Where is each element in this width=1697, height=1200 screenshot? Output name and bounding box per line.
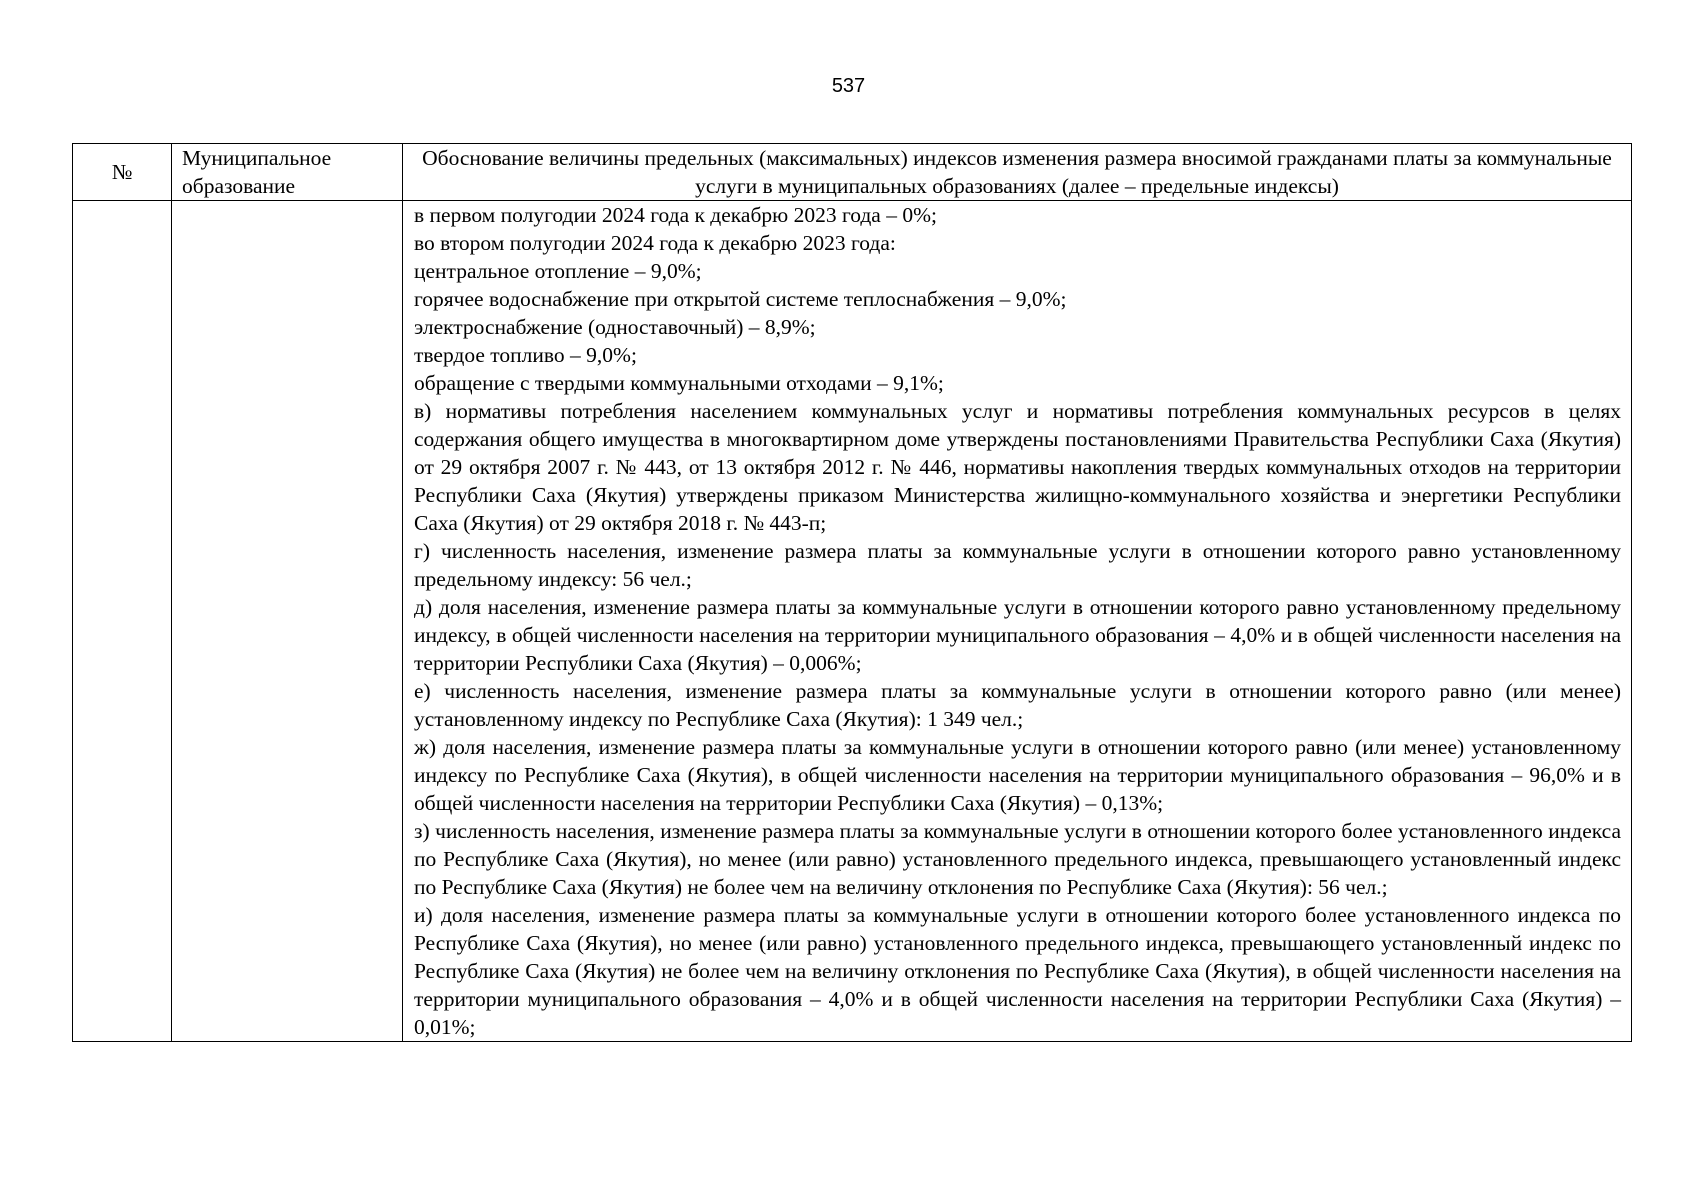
page-number: 537 xyxy=(831,75,866,97)
header-municipality: Муниципальное образование xyxy=(172,144,403,201)
justification-line: в первом полугодии 2024 года к декабрю 2023 года – 0%; xyxy=(414,203,937,227)
item-zh-population-share: ж) доля населения, изменение размера платы за коммунальные услуги в отношении которого равно (или менее) установленному индексу по Республике Саха (Якутия), в общей численности населения на территории муниципального образования – 96,0% и в общей численности населения на территории Республики Саха (Якутия) – 0,13%; xyxy=(414,735,1621,815)
justification-line: центральное отопление – 9,0%; xyxy=(414,259,702,283)
item-g-population-count: г) численность населения, изменение размера платы за коммунальные услуги в отношении которого равно установленному предельному индексу: 56 чел.; xyxy=(414,539,1621,591)
table-row xyxy=(73,201,1632,1042)
justification-line: горячее водоснабжение при открытой системе теплоснабжения – 9,0%; xyxy=(414,287,1067,311)
justification-line: обращение с твердыми коммунальными отходами – 9,1%; xyxy=(414,371,944,395)
table-header-row xyxy=(73,144,1632,201)
item-d-population-share: д) доля населения, изменение размера платы за коммунальные услуги в отношении которого равно установленному предельному индексу, в общей численности населения на территории муниципального образования – 4,0% и в общей численности населения на территории Республики Саха (Якутия) – 0,006%; xyxy=(414,595,1621,675)
cell-justification xyxy=(403,201,1632,1042)
cell-number xyxy=(73,201,172,1042)
justification-line: во втором полугодии 2024 года к декабрю 2023 года: xyxy=(414,231,896,255)
item-i-population-share: и) доля населения, изменение размера платы за коммунальные услуги в отношении которого более установленного индекса по Республике Саха (Якутия), но менее (или равно) установленного предельного индекса, превышающего установленный индекс по Республике Саха (Якутия) не более чем на величину отклонения по Республике Саха (Якутия), в общей численности населения на территории муниципального образования – 4,0% и в общей численности населения на территории Республики Саха (Якутия) – 0,01%; xyxy=(414,903,1621,1039)
cell-municipality xyxy=(172,201,403,1042)
item-e-population-count: е) численность населения, изменение размера платы за коммунальные услуги в отношении которого равно (или менее) установленному индексу по Республике Саха (Якутия): 1 349 чел.; xyxy=(414,679,1621,731)
item-v-norms: в) нормативы потребления населением коммунальных услуг и нормативы потребления коммунальных ресурсов в целях содержания общего имущества в многоквартирном доме утверждены постановлениями Правительства Республики Саха (Якутия) от 29 октября 2007 г. № 443, от 13 октября 2012 г. № 446, нормативы накопления твердых коммунальных отходов на территории Республики Саха (Якутия) утверждены приказом Министерства жилищно-коммунального хозяйства и энергетики Республики Саха (Якутия) от 29 октября 2018 г. № 443-п; xyxy=(414,399,1621,535)
justification-line: твердое топливо – 9,0%; xyxy=(414,343,637,367)
justification-table xyxy=(72,143,1632,1042)
header-number: № xyxy=(73,144,172,201)
justification-line: электроснабжение (одноставочный) – 8,9%; xyxy=(414,315,816,339)
header-justification: Обоснование величины предельных (максимальных) индексов изменения размера вносимой гражданами платы за коммунальные услуги в муниципальных образованиях (далее – предельные индексы) xyxy=(403,144,1632,201)
item-z-population-count: з) численность населения, изменение размера платы за коммунальные услуги в отношении которого более установленного индекса по Республике Саха (Якутия), но менее (или равно) установленного предельного индекса, превышающего установленный индекс по Республике Саха (Якутия) не более чем на величину отклонения по Республике Саха (Якутия): 56 чел.; xyxy=(414,819,1621,899)
